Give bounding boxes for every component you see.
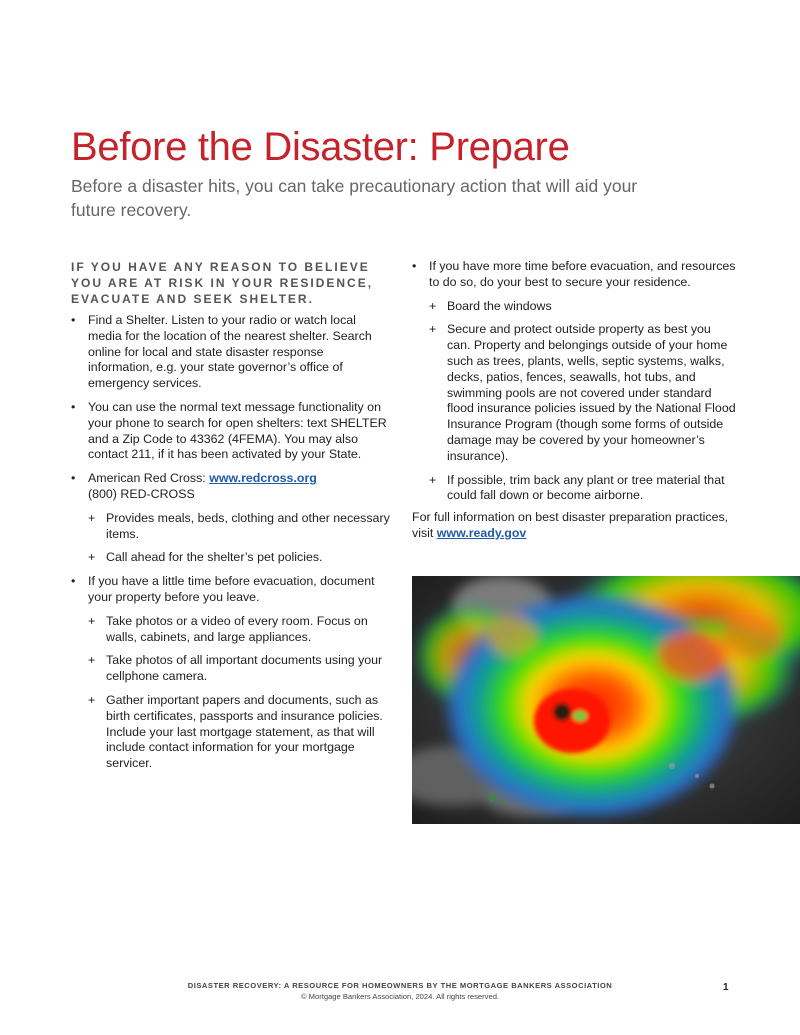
sub-list-item [429, 299, 737, 315]
footer-org: BY THE MORTGAGE BANKERS ASSOCIATION [423, 981, 613, 990]
list-item [71, 400, 391, 463]
list-item-text: You can use the normal text message functionality on your phone to search for open shelters: text SHELTER and a Zip Code to 43362 (4FEMA). You may also contact 211, if it has been activated by your State. [88, 399, 387, 462]
hurricane-image-svg [412, 576, 800, 824]
sub-list-item [88, 511, 391, 543]
redcross-phone: (800) RED-CROSS [88, 486, 195, 501]
footer-line [0, 980, 800, 991]
left-column [71, 259, 391, 780]
ready-gov-link[interactable]: www.ready.gov [436, 525, 527, 540]
closing-text: For full information on best disaster preparation practices, visit [412, 510, 729, 540]
sub-list-item [88, 614, 391, 646]
closing-note [412, 510, 737, 542]
sub-item-text: If possible, trim back any plant or tree material that could fall down or become airborne. [447, 472, 725, 503]
sub-list-item [88, 693, 391, 772]
list-item [71, 471, 391, 566]
sub-list [88, 511, 391, 566]
sub-list-item [429, 473, 737, 505]
right-column [412, 259, 737, 542]
list-item [71, 574, 391, 772]
plus-icon: + [88, 613, 96, 628]
bullet-icon: • [71, 574, 76, 589]
sub-item-text: Secure and protect outside property as best you can. Property and belongings outside of your home such as trees, plants, wells, septic systems, walks, decks, patios, fences, seawalls, hot tubs, and swimming pools are not covered under standard flood insurance policies issued by the National Flood Insurance Program (though some forms of outside damage may be covered by your homeowner’s insurance). [447, 322, 736, 463]
list-item-text: Find a Shelter. Listen to your radio or watch local media for the location of the nearest shelter. Search online for local and state disaster response information, e.g. your state governor’s office of emergency services. [88, 313, 372, 391]
sub-list [429, 299, 737, 505]
list-item-text: American Red Cross: [88, 471, 210, 486]
redcross-link[interactable]: www.redcross.org [209, 471, 317, 486]
sub-item-text: Board the windows [447, 298, 552, 313]
shelter-list [71, 313, 391, 772]
page-number: 1 [723, 982, 729, 993]
list-item-text: If you have more time before evacuation, and resources to do so, do your best to secure your residence. [429, 259, 736, 289]
sub-item-text: Gather important papers and documents, such as birth certificates, passports and insurance policies. Include your last mortgage statement, as that will include contact information for your mortgage servicer. [106, 692, 383, 771]
sub-item-text: Take photos or a video of every room. Focus on walls, cabinets, and large appliances. [106, 613, 368, 644]
plus-icon: + [429, 298, 437, 313]
sub-item-text: Provides meals, beds, clothing and other necessary items. [106, 510, 390, 541]
sub-list-item [88, 653, 391, 685]
plus-icon: + [429, 322, 437, 337]
plus-icon: + [88, 550, 96, 565]
bullet-icon: • [412, 259, 417, 273]
page-subtitle: Before a disaster hits, you can take precautionary action that will aid your future recovery. [71, 176, 638, 220]
list-item [412, 259, 737, 504]
footer-title: DISASTER RECOVERY: A RESOURCE FOR HOMEOWNERS [187, 981, 424, 990]
bullet-icon: • [71, 399, 76, 414]
plus-icon: + [88, 653, 96, 668]
page-title: Before the Disaster: Prepare [71, 124, 570, 169]
sub-item-text: Take photos of all important documents using your cellphone camera. [106, 653, 383, 684]
sub-list [88, 614, 391, 772]
footer [0, 980, 800, 1002]
plus-icon: + [429, 472, 437, 487]
list-item [71, 313, 391, 392]
bullet-icon: • [71, 471, 76, 486]
sub-item-text: Call ahead for the shelter’s pet policies. [106, 550, 323, 565]
bullet-icon: • [71, 313, 76, 327]
footer-copyright: © Mortgage Bankers Association, 2024. All rights reserved. [300, 992, 500, 1001]
plus-icon: + [88, 692, 96, 707]
section-heading: IF YOU HAVE ANY REASON TO BELIEVE YOU ARE AT RISK IN YOUR RESIDENCE, EVACUATE AND SEEK SHELTER. [71, 260, 374, 306]
sub-list-item [88, 550, 391, 566]
list-item-text: If you have a little time before evacuation, document your property before you leave. [88, 574, 375, 604]
hurricane-satellite-image [412, 576, 800, 824]
plus-icon: + [88, 510, 96, 525]
sub-list-item [429, 322, 737, 464]
secure-list [412, 259, 737, 504]
